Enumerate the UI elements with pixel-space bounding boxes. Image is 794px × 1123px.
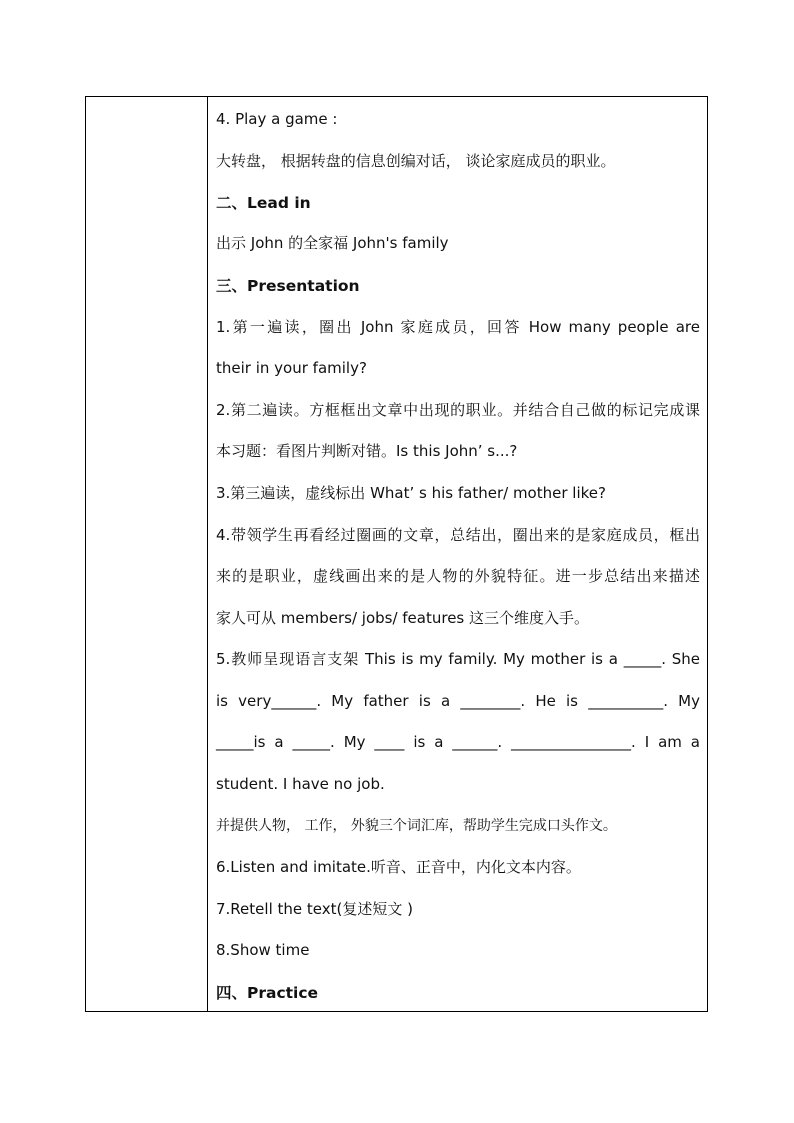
presentation-step-7: 7.Retell the text(复述短文 ) — [216, 900, 413, 918]
table-right-column — [208, 97, 707, 1011]
presentation-step-5-line-1: 5.教师呈现语言支架 This is my family. My mother is a _____. She — [216, 650, 700, 668]
presentation-step-5-note: 并提供人物， 工作， 外貌三个词汇库，帮助学生完成口头作文。 — [216, 818, 617, 834]
presentation-step-5-line-3: _____is a _____. My ____ is a ______. ________________. I am a — [216, 733, 700, 751]
presentation-step-5-line-2: is very______. My father is a ________. He is __________. My — [216, 692, 700, 710]
presentation-step-4-line-2: 来的是职业，虚线画出来的是人物的外貌特征。进一步总结出来描述 — [216, 567, 700, 585]
presentation-step-6: 6.Listen and imitate.听音、正音中，内化文本内容。 — [216, 858, 581, 876]
wheel-description: 大转盘， 根据转盘的信息创编对话， 谈论家庭成员的职业。 — [216, 152, 616, 170]
presentation-step-1-line-1: 1.第一遍读，圈出 John 家庭成员，回答 How many people are — [216, 318, 700, 336]
presentation-heading: 三、Presentation — [216, 277, 360, 295]
presentation-step-3: 3.第三遍读，虚线标出 What’ s his father/ mother like? — [216, 484, 606, 502]
presentation-step-5-line-4: student. I have no job. — [216, 775, 385, 793]
presentation-step-8: 8.Show time — [216, 941, 310, 959]
table-left-column — [86, 97, 208, 1011]
practice-heading: 四、Practice — [216, 984, 319, 1002]
presentation-step-2-line-2: 本习题：看图片判断对错。Is this John’ s...? — [216, 442, 518, 460]
lesson-plan-table — [85, 96, 708, 1012]
presentation-step-2-line-1: 2.第二遍读。方框框出文章中出现的职业。并结合自己做的标记完成课 — [216, 401, 700, 419]
play-game-item: 4. Play a game : — [216, 110, 338, 128]
lead-in-text: 出示 John 的全家福 John's family — [216, 234, 449, 252]
presentation-step-4-line-3: 家人可从 members/ jobs/ features 这三个维度入手。 — [216, 609, 590, 627]
lead-in-heading: 二、Lead in — [216, 194, 311, 212]
presentation-step-4-line-1: 4.带领学生再看经过圈画的文章，总结出，圈出来的是家庭成员，框出 — [216, 526, 700, 544]
presentation-step-1-line-2: their in your family? — [216, 359, 367, 377]
